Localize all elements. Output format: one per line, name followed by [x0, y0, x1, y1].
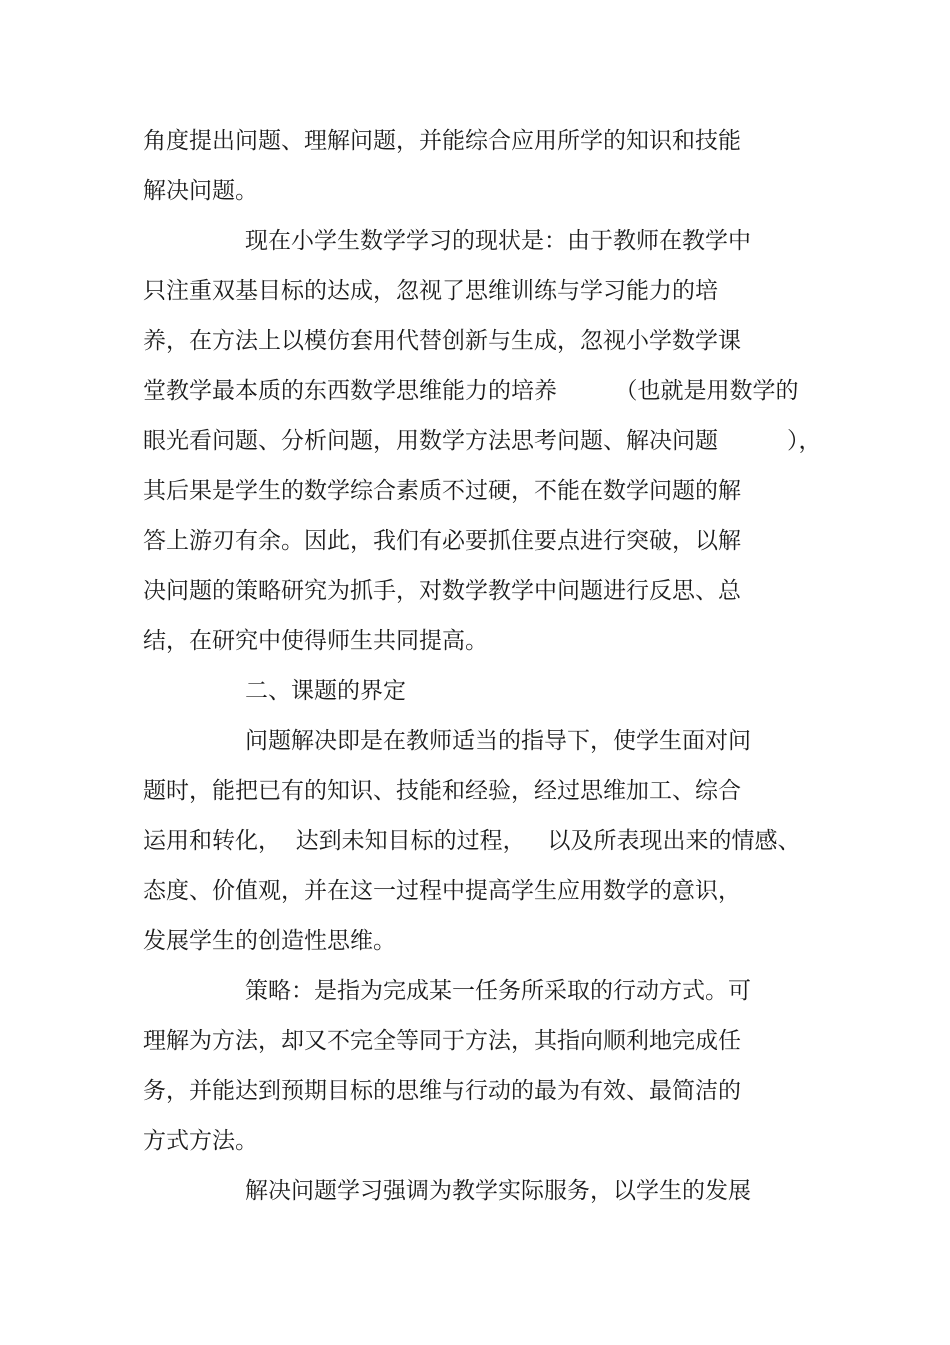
text-line: 决问题的策略研究为抓手，对数学教学中问题进行反思、总: [143, 578, 741, 604]
text-line: 运用和转化， 达到未知目标的过程， 以及所表现出来的情感、: [143, 828, 801, 854]
text-line: 答上游刃有余。因此，我们有必要抓住要点进行突破，以解: [143, 528, 741, 554]
text-line: 角度提出问题、理解问题，并能综合应用所学的知识和技能: [143, 128, 741, 154]
text-line: 解决问题。: [143, 178, 258, 204]
text-line: 态度、价值观，并在这一过程中提高学生应用数学的意识，: [143, 878, 741, 904]
text-line: 方式方法。: [143, 1128, 258, 1154]
section-heading: 二、课题的界定: [245, 678, 406, 704]
paragraph-start-line: 解决问题学习强调为教学实际服务，以学生的发展: [245, 1178, 751, 1204]
text-line: 题时，能把已有的知识、技能和经验，经过思维加工、综合: [143, 778, 741, 804]
text-line: 结，在研究中使得师生共同提高。: [143, 628, 488, 654]
text-line: 眼光看问题、分析问题，用数学方法思考问题、解决问题 ），: [143, 428, 822, 454]
text-line: 养，在方法上以模仿套用代替创新与生成，忽视小学数学课: [143, 328, 741, 354]
text-line: 理解为方法，却又不完全等同于方法，其指向顺利地完成任: [143, 1028, 741, 1054]
text-line: 堂教学最本质的东西数学思维能力的培养 （也就是用数学的: [143, 378, 799, 404]
text-line: 发展学生的创造性思维。: [143, 928, 396, 954]
text-line: 其后果是学生的数学综合素质不过硬，不能在数学问题的解: [143, 478, 741, 504]
text-line: 只注重双基目标的达成，忽视了思维训练与学习能力的培: [143, 278, 718, 304]
paragraph-start-line: 策略：是指为完成某一任务所采取的行动方式。可: [245, 978, 751, 1004]
paragraph-start-line: 问题解决即是在教师适当的指导下，使学生面对问: [245, 728, 751, 754]
text-line: 务，并能达到预期目标的思维与行动的最为有效、最简洁的: [143, 1078, 741, 1104]
paragraph-start-line: 现在小学生数学学习的现状是：由于教师在教学中: [245, 228, 751, 254]
